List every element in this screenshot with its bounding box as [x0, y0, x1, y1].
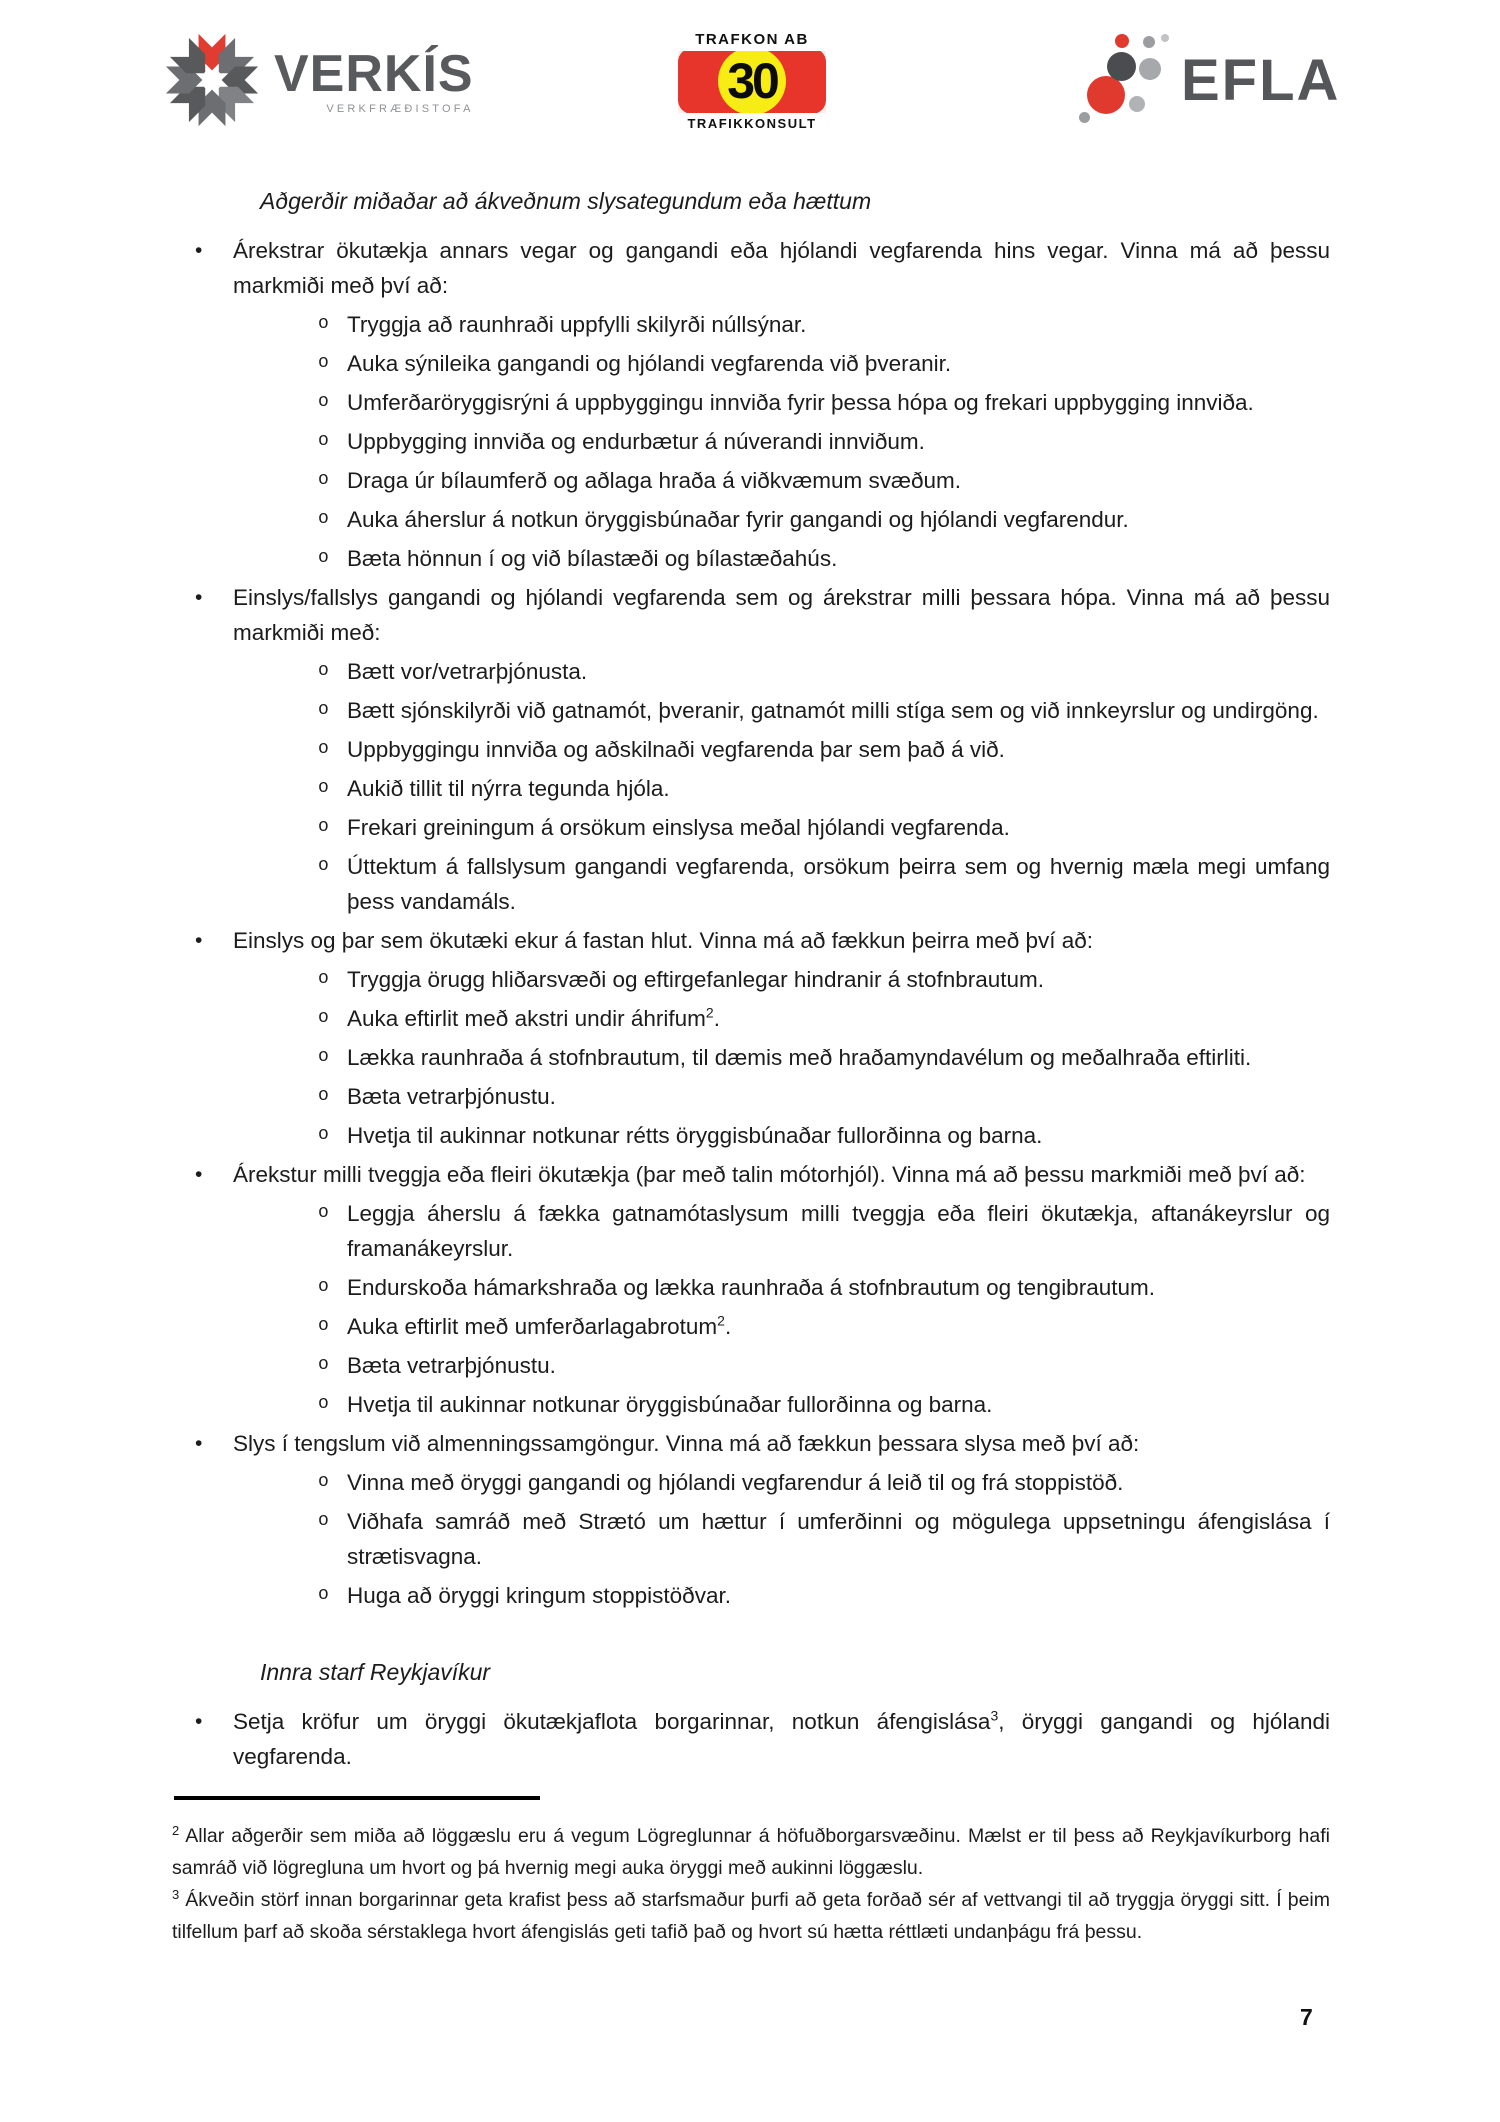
footnote-2: $^2$ Allar aðgerðir sem miða að löggæslu eru á vegum Lögreglunnar á höfuðborgarsvæðinu. Mælst er til þess að Reykjavíkurborg hafi samráð við lögregluna um hvort og þá hvernig megi auka öryggi með aukinni löggæslu. [172, 1822, 1330, 1879]
footnote-3-number: 3 [172, 1886, 180, 1902]
sub-bullet-item [318, 962, 1330, 997]
circle-bullet-marker: o [318, 1008, 329, 1028]
bullet-marker: • [195, 586, 203, 609]
circle-bullet-marker: o [318, 314, 329, 334]
circle-bullet-marker: o [318, 778, 329, 798]
sub-bullet-item [318, 810, 1330, 845]
sub-bullet-item [318, 693, 1330, 728]
bullet-text: Setja kröfur um öryggi ökutækjaflota borgarinnar, notkun áfengislása$^3$, öryggi gangandi og hjólandi vegfarenda. [233, 1707, 1330, 1769]
circle-bullet-marker: o [318, 1047, 329, 1067]
sub-bullet-text: Vinna með öryggi gangandi og hjólandi vegfarendur á leið til og frá stoppistöð. [347, 1470, 1124, 1495]
sub-bullet-text: Uppbygging innviða og endurbætur á núverandi innviðum. [347, 429, 925, 454]
sub-bullet-item [318, 502, 1330, 537]
bullet-text: Einslys og þar sem ökutæki ekur á fastan hlut. Vinna má að fækkun þeirra með því að: [233, 928, 1094, 953]
footnote-ref-3: 3 [990, 1707, 999, 1724]
circle-bullet-marker: o [318, 1585, 329, 1605]
verkis-wordmark: VERKÍS [274, 45, 474, 103]
sub-bullet-text: Auka eftirlit með umferðarlagabrotum$^2$. [347, 1312, 732, 1339]
circle-bullet-marker: o [318, 700, 329, 720]
sub-bullet-item [318, 424, 1330, 459]
efla-logo [1077, 34, 1340, 134]
footnote-ref-2: 2 [705, 1004, 714, 1021]
sub-bullet-text: Tryggja örugg hliðarsvæði og eftirgefanlegar hindranir á stofnbrautum. [347, 967, 1045, 992]
sub-bullet-item [318, 1040, 1330, 1075]
bullet-text: Árekstrar ökutækja annars vegar og gangandi eða hjólandi vegfarenda hins vegar. Vinna má að þessu markmiði með því að: [233, 238, 1330, 298]
sub-bullet-item [318, 385, 1330, 420]
sub-bullet-text: Bæta hönnun í og við bílastæði og bílastæðahús. [347, 546, 838, 571]
trafkon-top-text: TRAFKON AB [678, 28, 826, 51]
footnote-ref-2: 2 [717, 1312, 725, 1329]
circle-bullet-marker: o [318, 969, 329, 989]
sub-bullet-text: Umferðaröryggisrýni á uppbyggingu innviða fyrir þessa hópa og frekari uppbygging innviða. [347, 390, 1254, 415]
sub-bullet-item [318, 771, 1330, 806]
verkis-subtitle: VERKFRÆÐISTOFA [326, 103, 474, 115]
sub-bullet-item [318, 1001, 1330, 1036]
bullet-item [195, 923, 1330, 958]
page-content [172, 28, 1341, 1778]
logo-header [172, 28, 1341, 140]
footnote-separator [174, 1796, 540, 1800]
sub-bullet-text: Leggja áherslu á fækka gatnamótaslysum milli tveggja eða fleiri ökutækja, aftanákeyrslur og framanákeyrslur. [347, 1201, 1330, 1261]
sub-bullet-item [318, 346, 1330, 381]
sub-bullet-text: Viðhafa samráð með Strætó um hættur í umferðinni og mögulega uppsetningu áfengislása í strætisvagna. [347, 1509, 1330, 1569]
sub-bullet-item [318, 654, 1330, 689]
sub-bullet-item [318, 1270, 1330, 1305]
circle-bullet-marker: o [318, 392, 329, 412]
circle-bullet-marker: o [318, 509, 329, 529]
sub-bullet-text: Bæta vetrarþjónustu. [347, 1353, 556, 1378]
sub-bullet-item [318, 1504, 1330, 1574]
sub-bullet-text: Hvetja til aukinnar notkunar rétts öryggisbúnaðar fullorðinna og barna. [347, 1123, 1043, 1148]
circle-bullet-marker: o [318, 1511, 329, 1531]
sub-bullet-item [318, 463, 1330, 498]
sub-bullet-text: Auka áherslur á notkun öryggisbúnaðar fyrir gangandi og hjólandi vegfarendur. [347, 507, 1129, 532]
circle-bullet-marker: o [318, 431, 329, 451]
sub-bullet-text: Auka sýnileika gangandi og hjólandi vegfarenda við þveranir. [347, 351, 952, 376]
circle-bullet-marker: o [318, 1277, 329, 1297]
bullet-item [195, 1426, 1330, 1461]
section-heading-innra-starf: Innra starf Reykjavíkur [260, 1659, 491, 1685]
bullet-text: Slys í tengslum við almenningssamgöngur. Vinna má að fækkun þessara slysa með því að: [233, 1431, 1140, 1456]
sub-bullet-text: Bæta vetrarþjónustu. [347, 1084, 556, 1109]
sub-bullet-text: Frekari greiningum á orsökum einslysa meðal hjólandi vegfarenda. [347, 815, 1010, 840]
trafkon-30-sign-icon: 30 [718, 47, 786, 115]
circle-bullet-marker: o [318, 739, 329, 759]
circle-bullet-marker: o [318, 1394, 329, 1414]
bullet-marker: • [195, 1432, 203, 1455]
sub-bullet-text: Huga að öryggi kringum stoppistöðvar. [347, 1583, 731, 1608]
circle-bullet-marker: o [318, 470, 329, 490]
bullet-item [195, 1704, 1330, 1774]
sub-bullet-item [318, 1465, 1330, 1500]
sub-bullet-item [318, 1578, 1330, 1613]
footnote-2-number: 2 [172, 1822, 180, 1838]
sub-bullet-item [318, 1196, 1330, 1266]
footnote-3: $^3$ Ákveðin störf innan borgarinnar geta krafist þess að starfsmaður þurfi að geta forðað sér af vettvangi til að tryggja öryggi sitt. Í þeim tilfellum þarf að skoða sérstaklega hvort áfengislás geti tafið það og hvort sú hætta réttlæti undanþágu frá þessu. [172, 1886, 1330, 1943]
circle-bullet-marker: o [318, 1316, 329, 1336]
circle-bullet-marker: o [318, 856, 329, 876]
bullet-marker: • [195, 1710, 203, 1733]
circle-bullet-marker: o [318, 661, 329, 681]
circle-bullet-marker: o [318, 1355, 329, 1375]
efla-wordmark: EFLA [1181, 48, 1341, 113]
sub-bullet-text: Endurskoða hámarkshraða og lækka raunhraða á stofnbrautum og tengibrautum. [347, 1275, 1155, 1300]
bullet-item [195, 580, 1330, 650]
sub-bullet-text: Bætt vor/vetrarþjónusta. [347, 659, 588, 684]
footnote-area [172, 1796, 1330, 1948]
sub-bullet-item [318, 541, 1330, 576]
bullet-text: Árekstur milli tveggja eða fleiri ökutækja (þar með talin mótorhjól). Vinna má að þessu markmiði með því að: [233, 1162, 1306, 1187]
circle-bullet-marker: o [318, 353, 329, 373]
sub-bullet-text: Bætt sjónskilyrði við gatnamót, þveranir, gatnamót milli stíga sem og við innkeyrslur og undirgöng. [347, 698, 1319, 723]
sub-bullet-text: Aukið tillit til nýrra tegunda hjóla. [347, 776, 670, 801]
bullet-item [195, 1157, 1330, 1192]
sub-bullet-item [318, 307, 1330, 342]
bullet-marker: • [195, 239, 203, 262]
sub-bullet-text: Tryggja að raunhraði uppfylli skilyrði núllsýnar. [347, 312, 807, 337]
sub-bullet-item [318, 1309, 1330, 1344]
circle-bullet-marker: o [318, 548, 329, 568]
section-heading-slysategundir: Aðgerðir miðaðar að ákveðnum slysategundum eða hættum [260, 188, 872, 214]
efla-dots-icon [1077, 34, 1179, 134]
sub-bullet-item [318, 1079, 1330, 1114]
bullet-item [195, 233, 1330, 303]
sub-bullet-text: Uppbyggingu innviða og aðskilnaði vegfarenda þar sem það á við. [347, 737, 1005, 762]
circle-bullet-marker: o [318, 1125, 329, 1145]
sub-bullet-item [318, 849, 1330, 919]
sub-bullet-text: Draga úr bílaumferð og aðlaga hraða á viðkvæmum svæðum. [347, 468, 962, 493]
sub-bullet-item [318, 1118, 1330, 1153]
bullet-marker: • [195, 1163, 203, 1186]
page-number: 7 [1300, 2004, 1313, 2030]
sub-bullet-text: Lækka raunhraða á stofnbrautum, til dæmis með hraðamyndavélum og meðalhraða eftirliti. [347, 1045, 1252, 1070]
verkis-logo [164, 32, 474, 133]
circle-bullet-marker: o [318, 1086, 329, 1106]
trafkon-logo [678, 28, 826, 134]
circle-bullet-marker: o [318, 1203, 329, 1223]
sub-bullet-text: Hvetja til aukinnar notkunar öryggisbúnaðar fullorðinna og barna. [347, 1392, 993, 1417]
verkis-pinwheel-icon [164, 32, 260, 133]
circle-bullet-marker: o [318, 1472, 329, 1492]
bullet-marker: • [195, 929, 203, 952]
sub-bullet-item [318, 1387, 1330, 1422]
trafkon-bottom-text: TRAFIKKONSULT [678, 113, 826, 134]
sub-bullet-text: Úttektum á fallslysum gangandi vegfarenda, orsökum þeirra sem og hvernig mæla megi umfang þess vandamáls. [347, 854, 1330, 914]
sub-bullet-item [318, 732, 1330, 767]
sub-bullet-item [318, 1348, 1330, 1383]
circle-bullet-marker: o [318, 817, 329, 837]
bullet-text: Einslys/fallslys gangandi og hjólandi vegfarenda sem og árekstrar milli þessara hópa. Vinna má að þessu markmiði með: [233, 585, 1330, 645]
sub-bullet-text: Auka eftirlit með akstri undir áhrifum$^2$. [347, 1004, 720, 1031]
